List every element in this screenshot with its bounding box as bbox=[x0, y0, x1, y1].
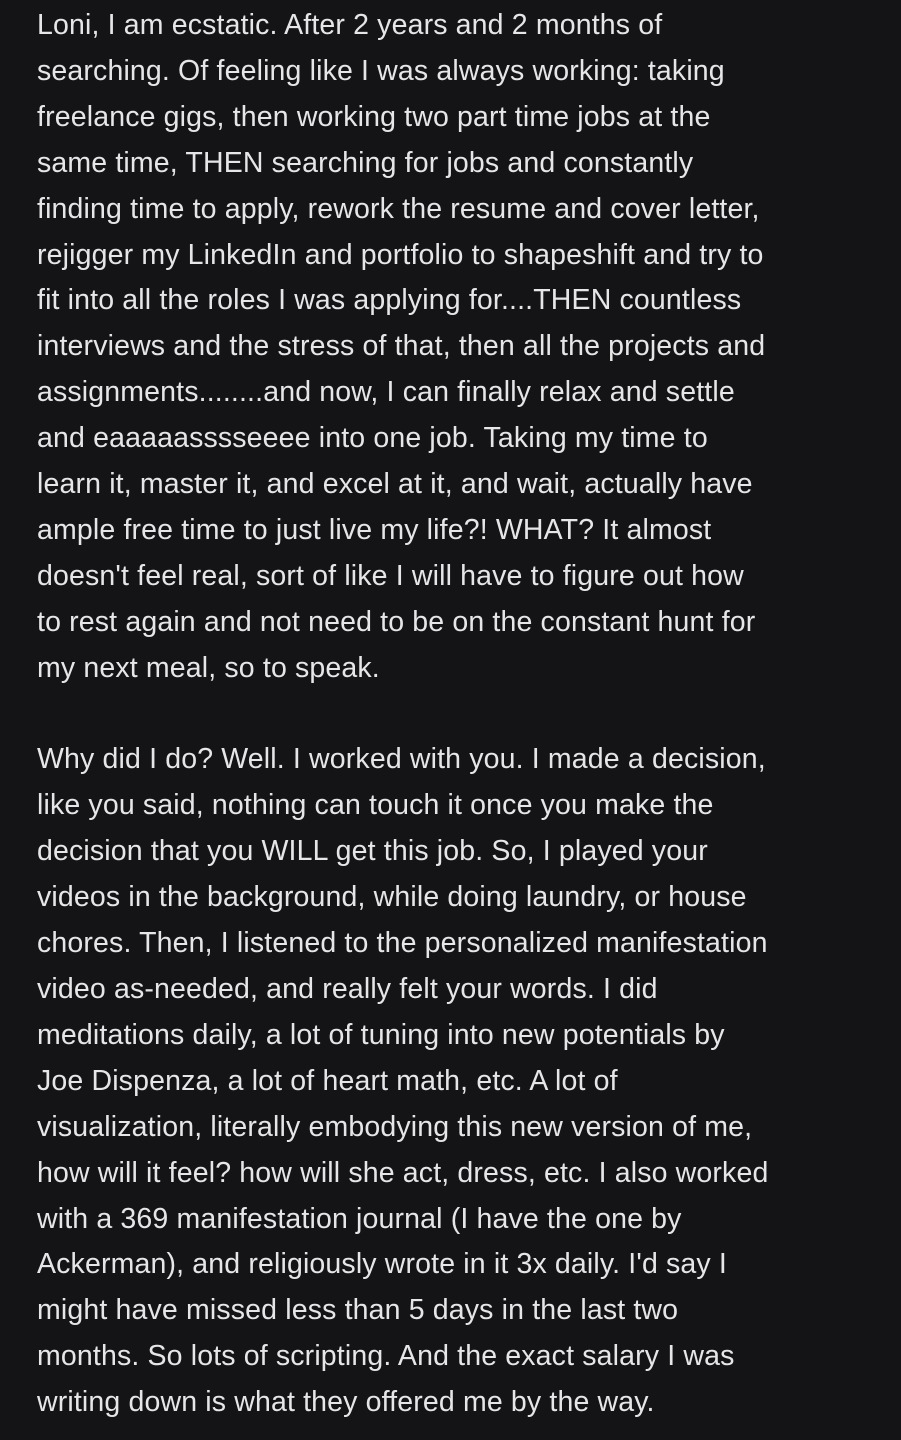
text-line: finding time to apply, rework the resume and cover letter, bbox=[37, 192, 760, 225]
text-line: videos in the background, while doing laundry, or house bbox=[37, 881, 747, 914]
text-line: video as-needed, and really felt your words. I did bbox=[37, 973, 658, 1006]
text-line: interviews and the stress of that, then all the projects and bbox=[37, 330, 766, 363]
text-line: freelance gigs, then working two part time jobs at the bbox=[37, 100, 711, 133]
text-line: meditations daily, a lot of tuning into new potentials by bbox=[37, 1018, 725, 1051]
text-line: writing down is what they offered me by the way. bbox=[37, 1386, 655, 1419]
text-line: searching. Of feeling like I was always working: taking bbox=[37, 54, 725, 87]
paragraph-2 bbox=[37, 737, 877, 1426]
text-line: doesn't feel real, sort of like I will have to figure out how bbox=[37, 559, 744, 592]
paragraph-spacer bbox=[37, 692, 877, 738]
text-line: to rest again and not need to be on the constant hunt for bbox=[37, 605, 756, 638]
paragraph-1 bbox=[37, 3, 877, 692]
text-line: visualization, literally embodying this new version of me, bbox=[37, 1110, 753, 1143]
text-line: same time, THEN searching for jobs and constantly bbox=[37, 146, 694, 179]
message-body bbox=[37, 3, 877, 1426]
text-line: Loni, I am ecstatic. After 2 years and 2 months of bbox=[37, 9, 663, 41]
text-line: rejigger my LinkedIn and portfolio to shapeshift and try to bbox=[37, 238, 764, 271]
text-line: how will it feel? how will she act, dress, etc. I also worked bbox=[37, 1156, 769, 1189]
text-line: Ackerman), and religiously wrote in it 3x daily. I'd say I bbox=[37, 1248, 727, 1281]
text-line: ample free time to just live my life?! WHAT? It almost bbox=[37, 513, 712, 546]
text-line: assignments........and now, I can finally relax and settle bbox=[37, 376, 735, 409]
text-line: Joe Dispenza, a lot of heart math, etc. A lot of bbox=[37, 1064, 618, 1097]
text-line: decision that you WILL get this job. So, I played your bbox=[37, 835, 708, 868]
text-line: months. So lots of scripting. And the exact salary I was bbox=[37, 1340, 735, 1373]
text-line: chores. Then, I listened to the personalized manifestation bbox=[37, 927, 768, 960]
text-line: might have missed less than 5 days in the last two bbox=[37, 1294, 679, 1327]
text-line: fit into all the roles I was applying for....THEN countless bbox=[37, 284, 742, 317]
text-line: Why did I do? Well. I worked with you. I made a decision, bbox=[37, 743, 766, 776]
text-line: like you said, nothing can touch it once you make the bbox=[37, 789, 714, 822]
text-line: with a 369 manifestation journal (I have the one by bbox=[37, 1202, 682, 1235]
text-line: learn it, master it, and excel at it, and wait, actually have bbox=[37, 468, 753, 501]
text-line: my next meal, so to speak. bbox=[37, 651, 380, 684]
text-line: and eaaaaasssseeee into one job. Taking my time to bbox=[37, 422, 708, 455]
